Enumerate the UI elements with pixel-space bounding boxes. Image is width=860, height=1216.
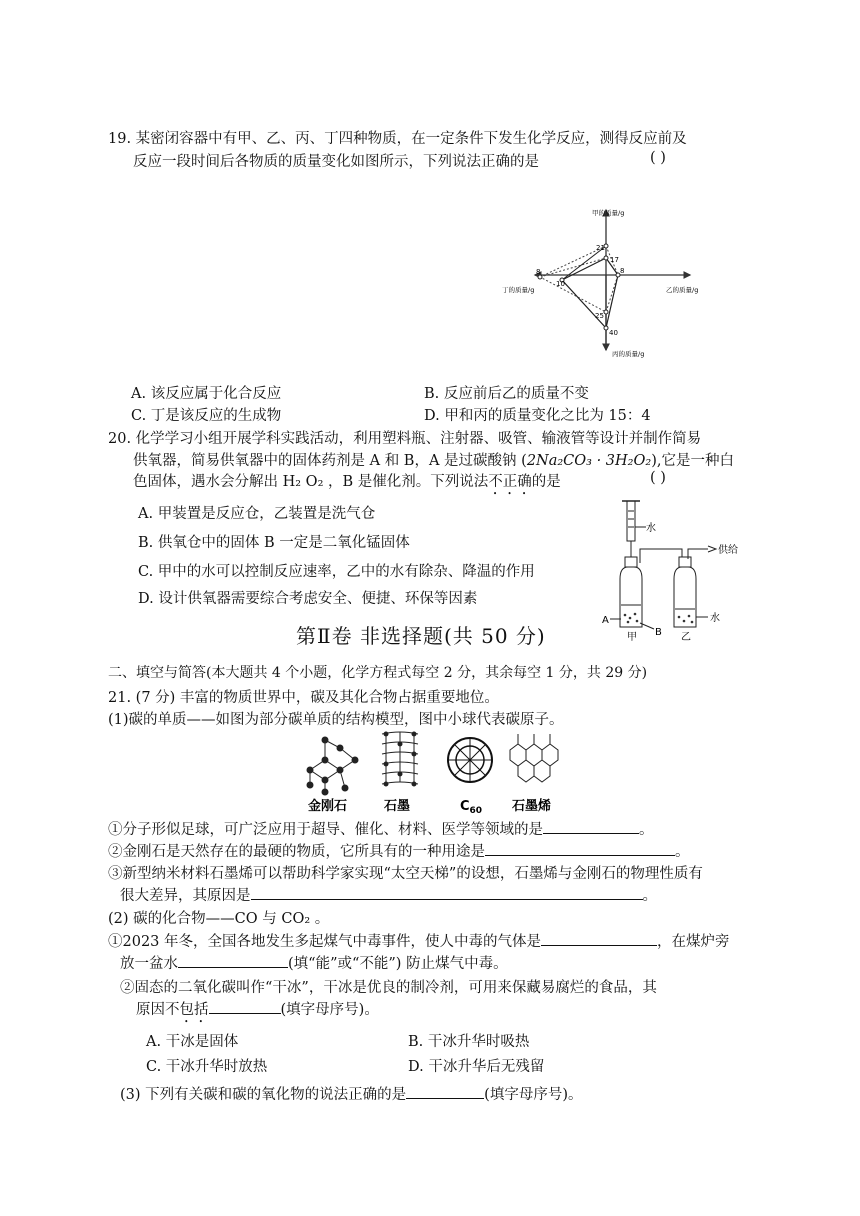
q21-1-3-line1: ③新型纳米材料石墨烯可以帮助科学家实现“太空天梯”的设想，石墨烯与金刚石的物理性质有: [108, 866, 703, 882]
q21-1-2: ②金刚石是天然存在的最硬的物质，它所具有的一种用途是 。: [108, 840, 690, 861]
tick-10: 10: [556, 280, 565, 288]
label-graphite: 石墨: [384, 799, 411, 814]
label-jia: 甲: [627, 632, 637, 642]
supply-label: 供给: [718, 545, 738, 556]
answer-blank-3[interactable]: [251, 885, 643, 900]
tick-8-left: 8: [536, 268, 541, 276]
tick-21: 21: [596, 244, 605, 252]
q21-head: 21. (7 分) 丰富的物质世界中，碳及其化合物占据重要地位。: [108, 690, 499, 706]
q20-stem-line3: 色固体，遇水会分解出 H₂ O₂ ，B 是催化剂。下列说法不正确的是: [133, 474, 561, 490]
answer-blank-2[interactable]: [485, 841, 675, 856]
q20-option-d: D. 设计供氧器需要综合考虑安全、便捷、环保等因素: [138, 591, 478, 607]
q21-2-2-line2: 原因不包括 (填字母序号)。: [136, 998, 379, 1026]
answer-blank-4[interactable]: [541, 931, 657, 946]
c60-model: [448, 738, 492, 782]
q21-2-1-line2: 放一盆水 (填“能”或“不能”) 防止煤气中毒。: [120, 952, 508, 973]
y-top-label: 甲的质量/g: [592, 209, 625, 217]
diamond-model: [307, 737, 358, 795]
water-label-1: 水: [646, 523, 656, 534]
q19-option-b: B. 反应前后乙的质量不变: [424, 386, 589, 402]
q21-option-d: D. 干冰升华后无残留: [408, 1059, 545, 1075]
oxygen-apparatus: [600, 497, 750, 642]
formula: 2Na₂CO₃ · 3H₂O₂: [526, 453, 652, 469]
carbon-structures: [300, 730, 570, 818]
answer-blank-6[interactable]: [209, 999, 281, 1014]
section-heading: 二、填空与简答(本大题共 4 个小题，化学方程式每空 2 分，其余每空 1 分，共 29 分): [108, 665, 648, 681]
q21-option-c: C. 干冰升华时放热: [146, 1059, 268, 1075]
q20-stem-line2: 供氧器，简易供氧器中的固体药剂是 A 和 B，A 是过碳酸钠 (2Na₂CO₃ · 3H₂O₂),它是一种白: [133, 453, 734, 469]
q21-option-a: A. 干冰是固体: [146, 1034, 239, 1050]
q20-stem-line1: 20. 化学学习小组开展学科实践活动，利用塑料瓶、注射器、吸管、输液管等设计并制作简易: [108, 431, 702, 447]
answer-blank-5[interactable]: [178, 953, 288, 968]
q21-2-1-line1: ①2023 年冬，全国各地发生多起煤气中毒事件，使人中毒的气体是 ，在煤炉旁: [108, 930, 730, 951]
q19-option-c: C. 丁是该反应的生成物: [131, 408, 282, 424]
q19-stem-line2: 反应一段时间后各物质的质量变化如图所示，下列说法正确的是: [133, 154, 539, 170]
q21-2-2-line1: ②固态的二氧化碳叫作“干冰”，干冰是优良的制冷剂，可用来保藏易腐烂的食品，其: [120, 980, 657, 996]
label-graphene: 石墨烯: [512, 799, 552, 814]
q20-option-b: B. 供氧仓中的固体 B 一定是二氧化锰固体: [138, 535, 410, 551]
label-c60: $C_{60}$: [460, 799, 483, 816]
label-yi: 乙: [681, 632, 691, 642]
emphasis-not-correct: 不正确: [488, 474, 532, 490]
label-a: A: [602, 615, 609, 626]
label-diamond: 金刚石: [308, 799, 348, 814]
graphene-model: [510, 734, 558, 782]
label-b: B: [655, 627, 662, 638]
after-polygon: [562, 258, 618, 328]
q19-option-d: D. 甲和丙的质量变化之比为 15：4: [424, 408, 651, 424]
section-title: 第Ⅱ卷 非选择题(共 50 分): [296, 624, 546, 648]
q19-option-a: A. 该反应属于化合反应: [131, 386, 282, 402]
q21-option-b: B. 干冰升华时吸热: [408, 1034, 530, 1050]
answer-blank-1[interactable]: [543, 819, 639, 834]
tick-17: 17: [610, 256, 619, 264]
q21-part2: (2) 碳的化合物——CO 与 CO₂ 。: [108, 911, 330, 927]
q21-1-1: ①分子形似足球，可广泛应用于超导、催化、材料、医学等领域的是 。: [108, 818, 654, 839]
q19-mass-chart: [500, 200, 710, 360]
x-right-label: 乙的质量/g: [666, 286, 699, 294]
q20-answer-paren: ( ): [650, 470, 666, 486]
q21-1-3-line2: 很大差异，其原因是 。: [120, 884, 657, 905]
y-bottom-label: 丙的质量/g: [612, 350, 645, 358]
q20-option-c: C. 甲中的水可以控制反应速率，乙中的水有除杂、降温的作用: [138, 564, 535, 580]
q19-stem-line1: 19. 某密闭容器中有甲、乙、丙、丁四种物质，在一定条件下发生化学反应，测得反应前及: [108, 131, 687, 147]
graphite-model: [382, 732, 418, 786]
q19-answer-paren: ( ): [650, 150, 666, 166]
tick-25: 25: [595, 312, 604, 320]
emphasis-exclude: 包括: [179, 1002, 209, 1018]
answer-blank-7[interactable]: [406, 1084, 484, 1099]
water-label-2: 水: [710, 613, 720, 624]
x-left-label: 丁的质量/g: [502, 286, 535, 294]
tick-8-right: 8: [620, 267, 625, 275]
q21-part1: (1)碳的单质——如图为部分碳单质的结构模型，图中小球代表碳原子。: [108, 712, 564, 728]
q21-part3: (3) 下列有关碳和碳的氧化物的说法正确的是 (填字母序号)。: [120, 1083, 582, 1104]
tick-40: 40: [609, 329, 618, 337]
q20-option-a: A. 甲装置是反应仓，乙装置是洗气仓: [138, 506, 376, 522]
